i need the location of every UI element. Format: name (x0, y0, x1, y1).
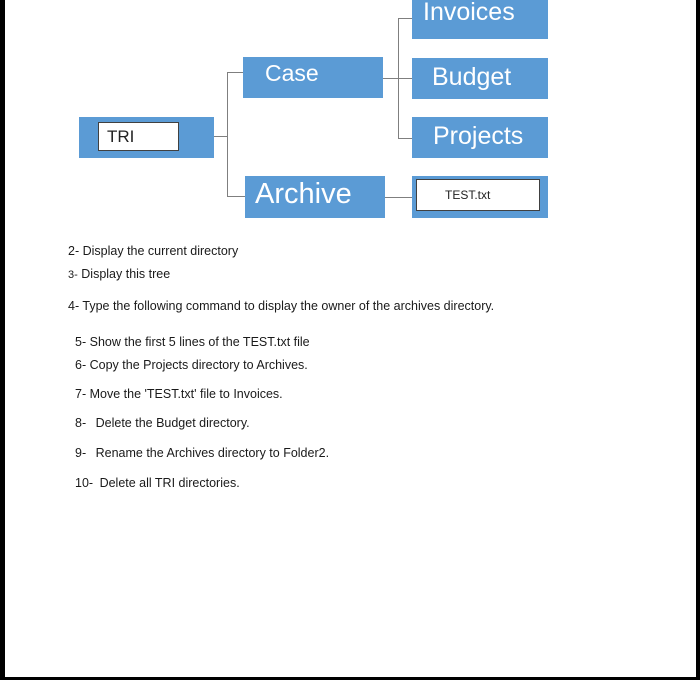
document-page (5, 0, 696, 677)
test-file-label-box (416, 179, 540, 211)
instruction-number: 4- (68, 299, 80, 313)
instruction-text: Display this tree (81, 267, 171, 281)
instruction-number: 9- (75, 446, 87, 460)
instruction-item (75, 416, 250, 430)
projects-label: Projects (433, 122, 524, 150)
instruction-text: Display the current directory (82, 244, 239, 258)
instruction-item (68, 267, 170, 281)
tree-node-archive (245, 176, 385, 218)
instruction-number: 3- (68, 269, 78, 281)
tree-node-budget (412, 58, 548, 99)
instruction-text: Show the first 5 lines of the TEST.txt file (89, 335, 310, 349)
connector-root-vertical (227, 72, 228, 196)
instruction-number: 10- (75, 476, 94, 490)
instruction-text: Rename the Archives directory to Folder2. (95, 446, 330, 460)
instruction-item (75, 335, 310, 349)
case-label: Case (265, 60, 319, 86)
tri-label-box (98, 122, 179, 151)
connector-to-archive (227, 196, 245, 197)
instruction-text: Copy the Projects directory to Archives. (89, 358, 308, 372)
invoices-label: Invoices (423, 0, 515, 26)
connector-to-invoices (398, 18, 412, 19)
budget-label: Budget (432, 63, 512, 91)
tree-node-invoices (412, 0, 548, 39)
instruction-item (75, 476, 240, 490)
connector-root-stub (214, 136, 228, 137)
instruction-item (75, 358, 308, 372)
connector-archive-to-file (385, 197, 412, 198)
tree-node-case (243, 57, 383, 98)
instruction-text: Delete all TRI directories. (99, 476, 240, 490)
instruction-item (68, 299, 494, 313)
tree-node-test-file (412, 176, 548, 218)
instruction-text: Move the 'TEST.txt' file to Invoices. (89, 387, 283, 401)
test-file-label: TEST.txt (445, 188, 491, 202)
instruction-text: Type the following command to display the owner of the archives directory. (82, 299, 495, 313)
instruction-item (68, 244, 238, 258)
tree-node-projects (412, 117, 548, 158)
instruction-number: 2- (68, 244, 80, 258)
instruction-number: 7- (75, 387, 87, 401)
instruction-item (75, 387, 283, 401)
connector-to-projects (398, 138, 412, 139)
archive-label: Archive (255, 178, 352, 210)
instruction-number: 6- (75, 358, 87, 372)
tri-label: TRI (107, 127, 135, 146)
tree-node-tri (79, 117, 214, 158)
instruction-item (75, 446, 329, 460)
instruction-number: 8- (75, 416, 87, 430)
instruction-text: Delete the Budget directory. (95, 416, 250, 430)
instruction-number: 5- (75, 335, 87, 349)
connector-case-stub (382, 78, 398, 79)
connector-to-budget (398, 78, 412, 79)
connector-to-case (227, 72, 243, 73)
